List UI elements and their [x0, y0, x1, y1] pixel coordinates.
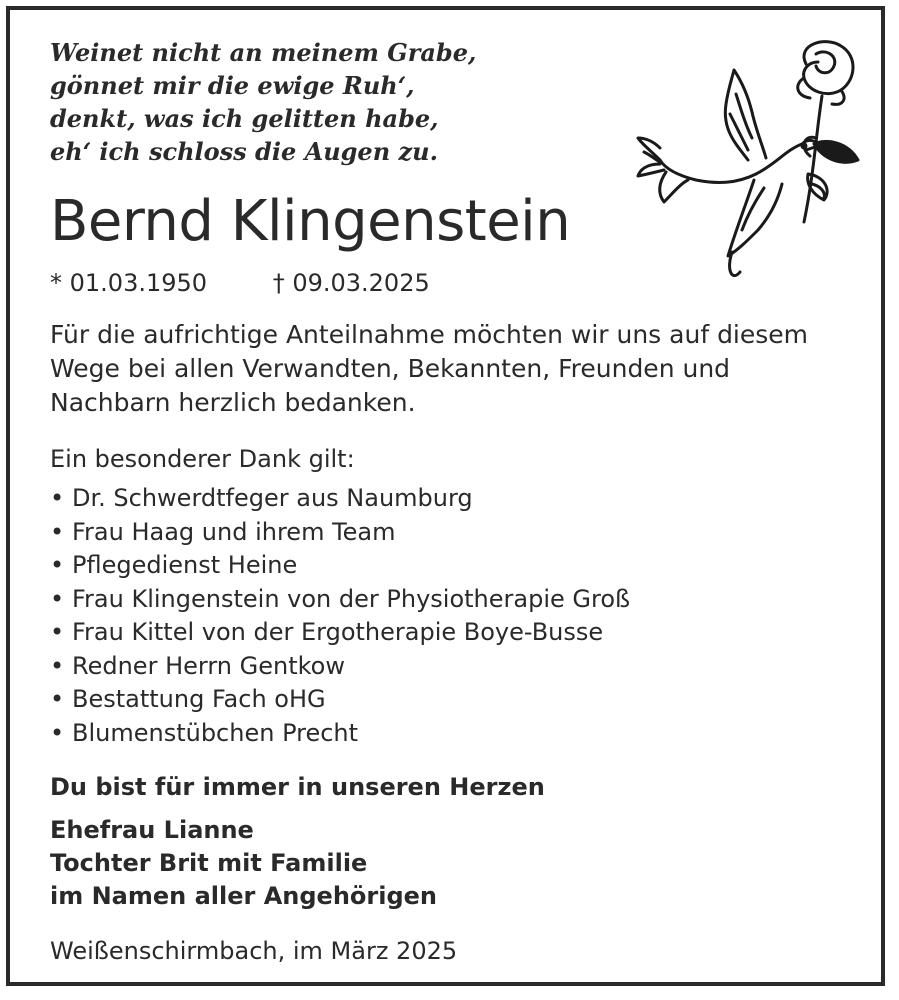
poem-line-4: eh‘ ich schloss die Augen zu.: [50, 137, 438, 166]
list-item: • Pflegedienst Heine: [50, 549, 630, 583]
special-thanks-heading: Ein besonderer Dank gilt:: [50, 445, 355, 473]
closing-line: Du bist für immer in unseren Herzen: [50, 773, 545, 801]
poem-line-2: gönnet mir die ewige Ruh‘,: [50, 71, 415, 100]
list-item: • Frau Haag und ihrem Team: [50, 516, 630, 550]
place-and-date: Weißenschirmbach, im März 2025: [50, 937, 458, 965]
signer-line-3: im Namen aller Angehörigen: [50, 882, 438, 910]
list-item: • Dr. Schwerdtfeger aus Naumburg: [50, 482, 630, 516]
bullet-icon: •: [50, 484, 65, 512]
life-dates: [50, 266, 430, 300]
special-thanks-list: [50, 482, 630, 750]
bullet-icon: •: [50, 651, 65, 680]
bullet-icon: •: [50, 517, 65, 546]
thanks-paragraph: Für die aufrichtige Anteilnahme möchten wir uns auf diesem Wege bei allen Verwandten, Bekannten, Freunden und Nachbarn herzlich bedanken.: [50, 320, 809, 417]
list-item: • Frau Kittel von der Ergotherapie Boye-Busse: [50, 616, 630, 650]
bullet-icon: •: [50, 718, 65, 747]
poem-line-1: Weinet nicht an meinem Grabe,: [50, 38, 477, 67]
list-item: • Redner Herrn Gentkow: [50, 650, 630, 684]
deceased-name: Bernd Klingenstein: [50, 189, 571, 254]
bullet-icon: •: [50, 551, 65, 579]
list-item: • Blumenstübchen Precht: [50, 717, 630, 751]
list-item: • Bestattung Fach oHG: [50, 683, 630, 717]
dove-with-rose-icon: [636, 34, 868, 288]
signer-line-2: Tochter Brit mit Familie: [50, 849, 368, 877]
bullet-icon: •: [50, 618, 65, 646]
poem-line-3: denkt, was ich gelitten habe,: [50, 104, 439, 133]
signers: [50, 814, 437, 913]
death-date: † 09.03.2025: [272, 269, 430, 297]
signer-line-1: Ehefrau Lianne: [50, 816, 254, 844]
list-item: • Frau Klingenstein von der Physiotherapie Groß: [50, 583, 630, 617]
bullet-icon: •: [50, 584, 65, 613]
birth-date: * 01.03.1950: [50, 269, 208, 297]
bullet-icon: •: [50, 685, 65, 713]
